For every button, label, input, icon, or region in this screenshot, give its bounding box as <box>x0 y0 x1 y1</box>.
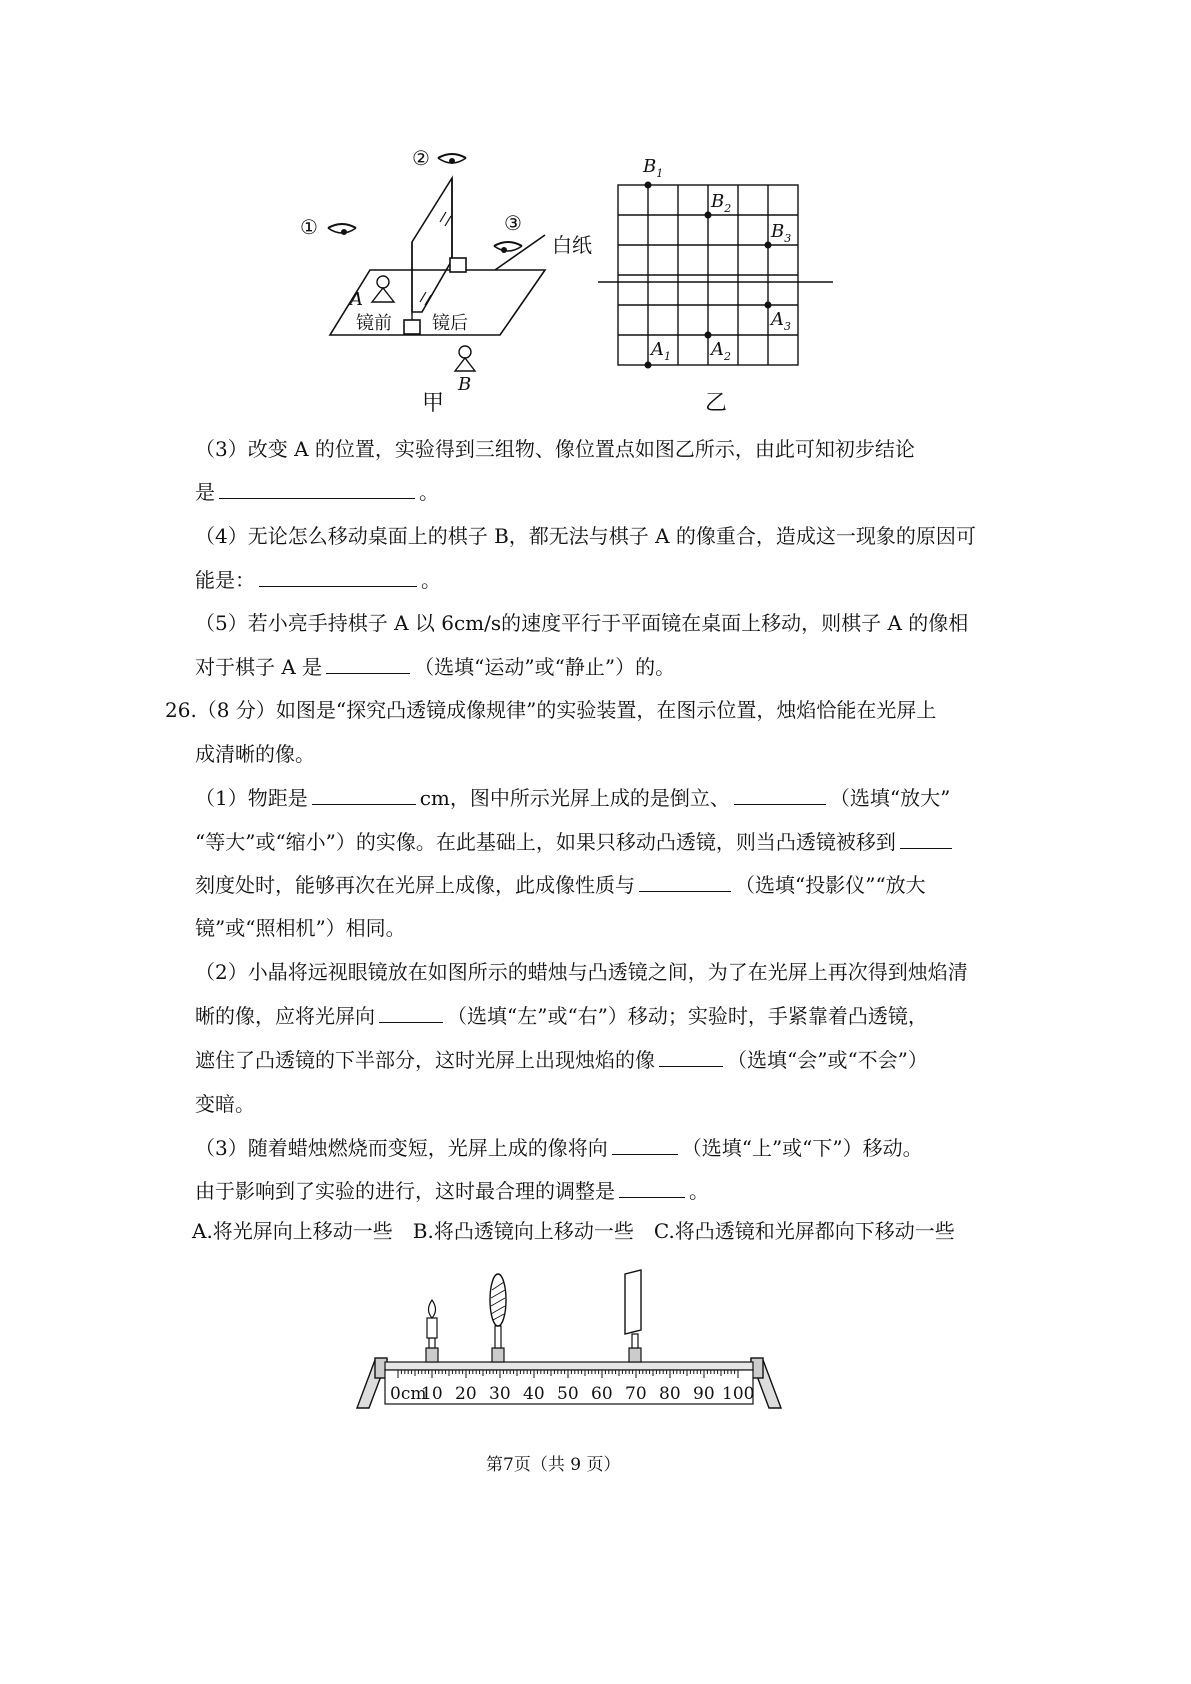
chess-piece-b <box>455 346 475 371</box>
scale-tick-label: 100 <box>722 1384 755 1404</box>
candle <box>426 1300 438 1362</box>
white-paper-label: 白纸 <box>552 233 592 257</box>
q25-part4-line1: （4）无论怎么移动桌面上的棋子 B，都无法与棋子 A 的像重合，造成这一现象的原因可 <box>195 524 976 548</box>
answer-blank[interactable] <box>379 1004 443 1023</box>
q26-p1-line3: 刻度处时，能够再次在光屏上成像，此成像性质与 （选填“投影仪”“放大 <box>195 873 926 897</box>
eye-2-icon <box>438 154 466 164</box>
scale-tick-label: 40 <box>523 1384 545 1404</box>
label-b3: $B_3$ <box>771 221 792 245</box>
label-b: B <box>458 374 472 395</box>
answer-blank[interactable] <box>900 830 952 849</box>
q25-part3-line2: 是 。 <box>195 480 439 504</box>
label-b1: $B_1$ <box>643 156 664 180</box>
q25-part5-line2: 对于棋子 A 是 （选填“运动”或“静止”）的。 <box>195 655 676 679</box>
q26-p2-line1: （2）小晶将远视眼镜放在如图所示的蜡烛与凸透镜之间，为了在光屏上再次得到烛焰清 <box>195 960 968 984</box>
eye-3-number: ③ <box>504 211 522 235</box>
answer-blank[interactable] <box>312 786 416 805</box>
q26-options: A.将光屏向上移动一些 B.将凸透镜向上移动一些 C.将凸透镜和光屏都向下移动一些 <box>192 1219 955 1243</box>
back-label: 镜后 <box>432 313 468 334</box>
point-b2 <box>705 212 712 219</box>
figure-jia-caption: 甲 <box>422 391 445 416</box>
scale-tick-label: 50 <box>557 1384 579 1404</box>
scale-tick-label: 20 <box>455 1384 477 1404</box>
label-a: A <box>350 289 363 310</box>
q26-intro-line1: 26.（8 分）如图是“探究凸透镜成像规律”的实验装置，在图示位置，烛焰恰能在光屏上 <box>165 698 937 722</box>
answer-blank[interactable] <box>659 1048 723 1067</box>
q26-p1-line2: “等大”或“缩小”）的实像。在此基础上，如果只移动凸透镜，则当凸透镜被移到 <box>195 830 956 854</box>
answer-blank[interactable] <box>326 655 410 674</box>
q25-part3-line1: （3）改变 A 的位置，实验得到三组物、像位置点如图乙所示，由此可知初步结论 <box>195 437 915 461</box>
answer-blank[interactable] <box>259 568 417 587</box>
flame-icon <box>429 1300 436 1318</box>
q25-part5-line1: （5）若小亮手持棋子 A 以 6cm/s的速度平行于平面镜在桌面上移动，则棋子 A 的像相 <box>195 611 969 635</box>
scale-tick-label: 30 <box>489 1384 511 1404</box>
answer-blank[interactable] <box>639 873 731 892</box>
eye-2-number: ② <box>412 146 430 170</box>
point-a3 <box>765 302 772 309</box>
front-label: 镜前 <box>356 313 392 334</box>
convex-lens <box>490 1274 506 1362</box>
optical-bench-figure <box>355 1268 785 1418</box>
eye-3-icon <box>494 242 522 253</box>
label-a3: $A_3$ <box>771 309 791 333</box>
q26-p3-line1: （3）随着蜡烛燃烧而变短，光屏上成的像将向 （选填“上”或“下”）移动。 <box>195 1136 923 1160</box>
page-footer: 第7页（共 9 页） <box>486 1455 621 1475</box>
light-screen <box>625 1270 641 1362</box>
q26-p3-line2: 由于影响到了实验的进行，这时最合理的调整是 。 <box>195 1179 709 1203</box>
q26-p2-line3: 遮住了凸透镜的下半部分，这时光屏上出现烛焰的像 （选填“会”或“不会”） <box>195 1048 928 1072</box>
scale-tick-label: 70 <box>625 1384 647 1404</box>
label-b2: $B_2$ <box>711 191 732 215</box>
bench-rail <box>385 1362 753 1370</box>
eye-1-icon <box>328 224 356 235</box>
scale-tick-label: 90 <box>693 1384 715 1404</box>
q26-intro-line2: 成清晰的像。 <box>195 742 315 766</box>
scale-tick-label: 10 <box>421 1384 443 1404</box>
chess-piece-a <box>372 276 394 302</box>
q26-p2-line2: 晰的像，应将光屏向 （选填“左”或“右”）移动；实验时，手紧靠着凸透镜， <box>195 1004 928 1028</box>
point-b1 <box>645 182 652 189</box>
scale-zero-label: 0cm <box>390 1384 427 1404</box>
eye-1-number: ① <box>300 215 318 239</box>
figure-jia <box>290 140 620 420</box>
q26-p2-line4: 变暗。 <box>195 1092 255 1116</box>
answer-blank[interactable] <box>734 786 826 805</box>
point-a2 <box>705 332 712 339</box>
q26-p1-line4: 镜”或“照相机”）相同。 <box>195 916 406 940</box>
figure-yi <box>595 150 845 415</box>
q26-p1-line1: （1）物距是 cm，图中所示光屏上成的是倒立、 （选填“放大” <box>195 786 951 810</box>
figure-yi-caption: 乙 <box>705 391 728 415</box>
glass-plate <box>412 178 452 312</box>
answer-blank[interactable] <box>619 1179 685 1198</box>
label-a1: $A_1$ <box>651 339 671 363</box>
scale-tick-label: 80 <box>659 1384 681 1404</box>
point-a1 <box>645 362 652 369</box>
scale-tick-label: 60 <box>591 1384 613 1404</box>
label-a2: $A_2$ <box>711 339 731 363</box>
point-b3 <box>765 242 772 249</box>
q25-part4-line2: 能是： 。 <box>195 568 441 592</box>
answer-blank[interactable] <box>219 480 415 499</box>
answer-blank[interactable] <box>612 1136 678 1155</box>
